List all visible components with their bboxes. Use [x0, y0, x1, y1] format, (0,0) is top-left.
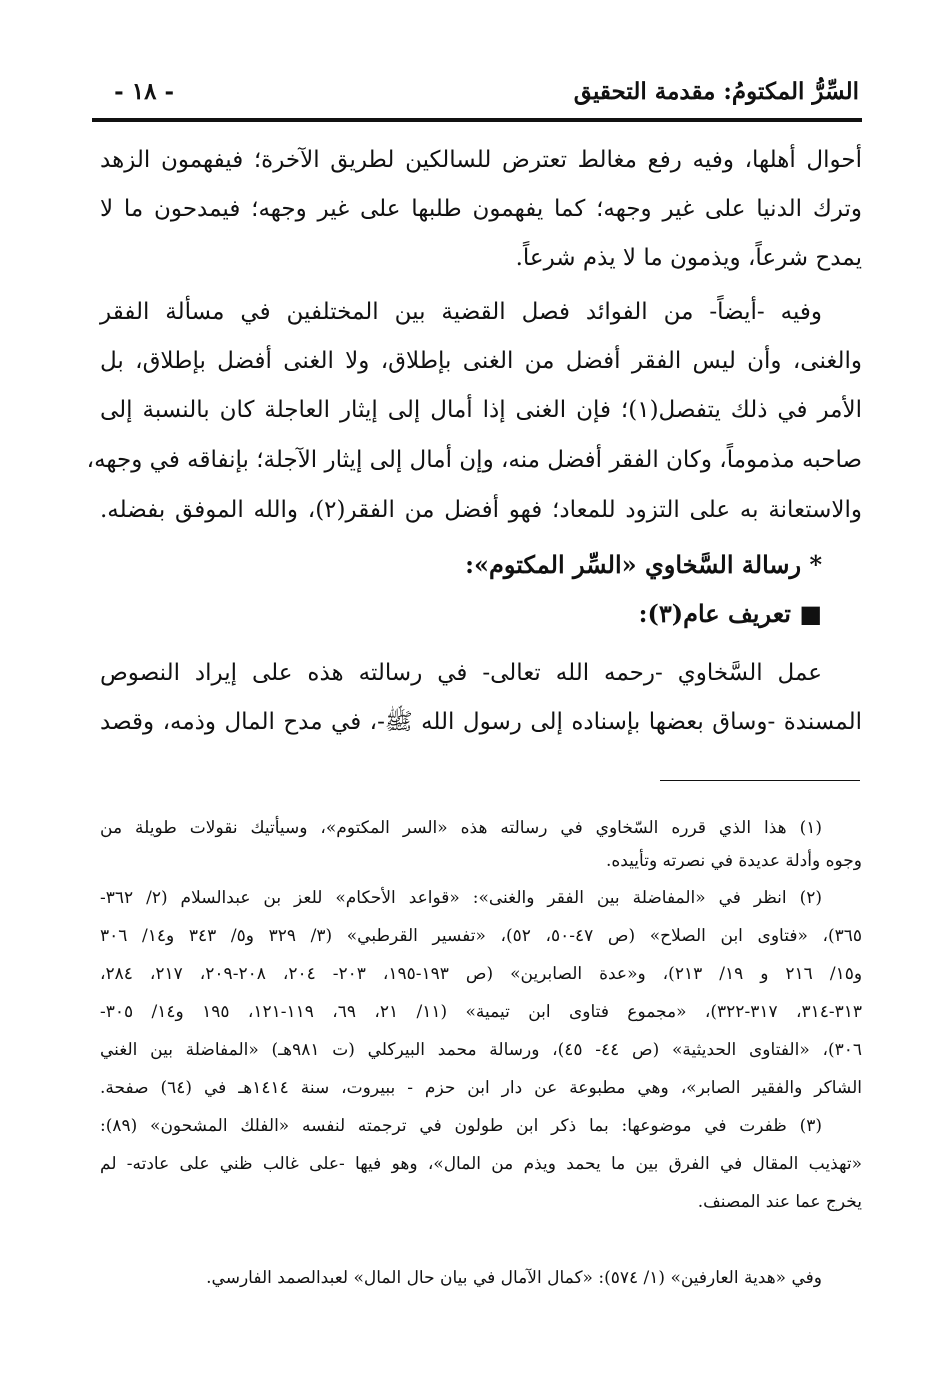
body-line: أحوال أهلها، وفيه رفع مغالط تعترض للسالكين لطريق الآخرة؛ فيفهمون الزهد — [100, 147, 862, 173]
footnote-line: وجوه وأدلة عديدة في نصرته وتأييده. — [605, 851, 862, 871]
footnote-line: الشاكر والفقير الصابر»، وهي مطبوعة عن دار ابن حزم - ببيروت، سنة ١٤١٤هـ في (٦٤) صفحة. — [100, 1078, 863, 1098]
footnote-line: «تهذيب المقال في الفرق بين ما يحمد ويذم من المال»، وهو فيها -على غالب ظني على عادته- لم — [100, 1154, 862, 1174]
footnote-line: (١) هذا الذي قرره السّخاوي في رسالته هذه «السر المكتوم»، وسيأتيك نقولات طويلة من — [100, 818, 822, 838]
body-line: المسندة -وساق بعضها بإسناده إلى رسول الله ﷺ-، في مدح المال وذمه، وقصد — [100, 709, 862, 735]
footnote-line: يخرج عما عند المصنف. — [697, 1192, 862, 1212]
section-heading: * رسالة السَّخاوي «السِّر المكتوم»: — [465, 550, 822, 579]
page-number: - ١٨ - — [114, 78, 174, 105]
body-line: والغنى، وأن ليس الفقر أفضل من الغنى بإطلاق، ولا الغنى أفضل بإطلاق، بل — [100, 348, 862, 374]
header-rule — [92, 118, 862, 122]
footnote-line: ٣٦٥)، «فتاوى ابن الصلاح» (ص ٤٧-٥٠، ٥٢)، «تفسير القرطبي» (٣/ ٣٢٩ و٥/ ٣٤٣ و١٤/ ٣٠٦ — [100, 926, 863, 946]
body-line: صاحبه مذموماً، وكان الفقر أفضل منه، وإن أمال إلى إيثار الآجلة؛ بإنفاقه في وجهه، — [86, 447, 862, 473]
body-line: الأمر في ذلك يتفصل(١)؛ فإن الغنى إذا أمال إلى إيثار العاجلة كان بالنسبة إلى — [100, 397, 862, 423]
footnote-line: (٣) ظفرت في موضوعها: بما ذكر ابن طولون في ترجمته لنفسه «الفلك المشحون» (٨٩): — [100, 1116, 822, 1136]
footnote-line: ٣١٣-٣١٤، ٣١٧-٣٢٢)، «مجموع فتاوى ابن تيمية» (١١/ ٢١، ٦٩، ١١٩-١٢١، ١٩٥ و١٤/ ٣٠٥- — [100, 1002, 863, 1022]
body-line: والاستعانة به على التزود للمعاد؛ فهو أفضل من الفقر(٢)، والله الموفق بفضله. — [100, 497, 862, 523]
subheading: ■ تعريف عام(٣): — [638, 599, 822, 628]
footnote-line: (٢) انظر في «المفاضلة بين الفقر والغنى»: «قواعد الأحكام» للعز بن عبدالسلام (٢/ ٣٦٢- — [100, 888, 822, 908]
footnote-line: وفي «هدية العارفين» (١/ ٥٧٤): «كمال الآمال في بيان حال المال» لعبدالصمد الفارسي. — [206, 1268, 822, 1288]
footnote-rule — [660, 780, 860, 781]
footnote-line: و١٥/ ٢١٦ و ١٩/ ٢١٣)، و«عدة الصابرين» (ص ١٩٣-١٩٥، ٢٠٣- ٢٠٤، ٢٠٨-٢٠٩، ٢١٧، ٢٨٤، — [100, 964, 863, 984]
body-line: وترك الدنيا على غير وجهه؛ كما يفهمون طلبها على غير وجهه؛ فيمدحون ما لا — [100, 196, 862, 222]
body-line: وفيه -أيضاً- من الفوائد فصل القضية بين المختلفين في مسألة الفقر — [100, 299, 822, 325]
running-title: السِّرُّ المكتومُ: مقدمة التحقيق — [573, 78, 859, 105]
body-line: عمل السَّخاوي -رحمه الله تعالى- في رسالته هذه على إيراد النصوص — [100, 660, 822, 686]
body-line: يمدح شرعاً، ويذمون ما لا يذم شرعاً. — [515, 245, 862, 271]
footnote-line: ٣٠٦)، «الفتاوى الحديثية» (ص ٤٤- ٤٥)، ورسالة محمد البيركلي (ت ٩٨١هـ) «المفاضلة بين الغني — [100, 1040, 862, 1060]
